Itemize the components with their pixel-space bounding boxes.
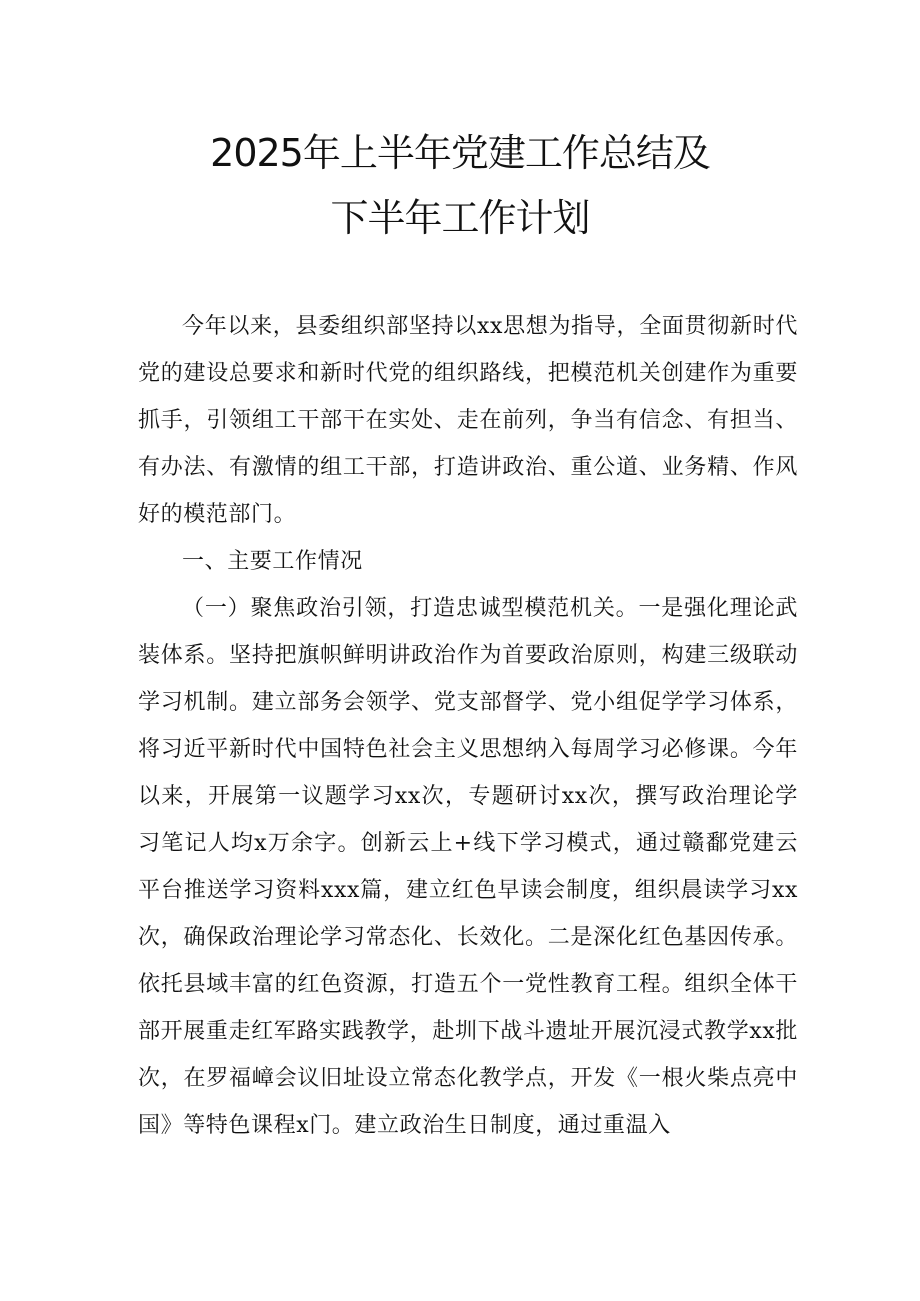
document-body (138, 303, 798, 1149)
section-heading: 一、主要工作情况 (182, 549, 363, 574)
document-title-line-2: 下半年工作计划 (330, 196, 590, 240)
document-title-line-1: 2025年上半年党建工作总结及 (210, 131, 710, 175)
intro-paragraph: 今年以来，县委组织部坚持以xx思想为指导，全面贯彻新时代党的建设总要求和新时代党的组织路线，把模范机关创建作为重要抓手，引领组工干部干在实处、走在前列，争当有信念、有担当、有办法、有激情的组工干部，打造讲政治、重公道、业务精、作风好的模范部门。 (138, 314, 798, 527)
subsection-paragraph: （一）聚焦政治引领，打造忠诚型模范机关。一是强化理论武装体系。坚持把旗帜鲜明讲政治作为首要政治原则，构建三级联动学习机制。建立部务会领学、党支部督学、党小组促学学习体系，将习近平新时代中国特色社会主义思想纳入每周学习必修课。今年以来，开展第一议题学习xx次，专题研讨xx次，撰写政治理论学习笔记人均x万余字。创新云上+线下学习模式，通过赣鄱党建云平台推送学习资料xxx篇，建立红色早读会制度，组织晨读学习xx次，确保政治理论学习常态化、长效化。二是深化红色基因传承。依托县域丰富的红色资源，打造五个一党性教育工程。组织全体干部开展重走红军路实践教学，赴圳下战斗遗址开展沉浸式教学xx批次，在罗福嶂会议旧址设立常态化教学点，开发《一根火柴点亮中国》等特色课程x门。建立政治生日制度，通过重温入 (138, 596, 798, 1138)
